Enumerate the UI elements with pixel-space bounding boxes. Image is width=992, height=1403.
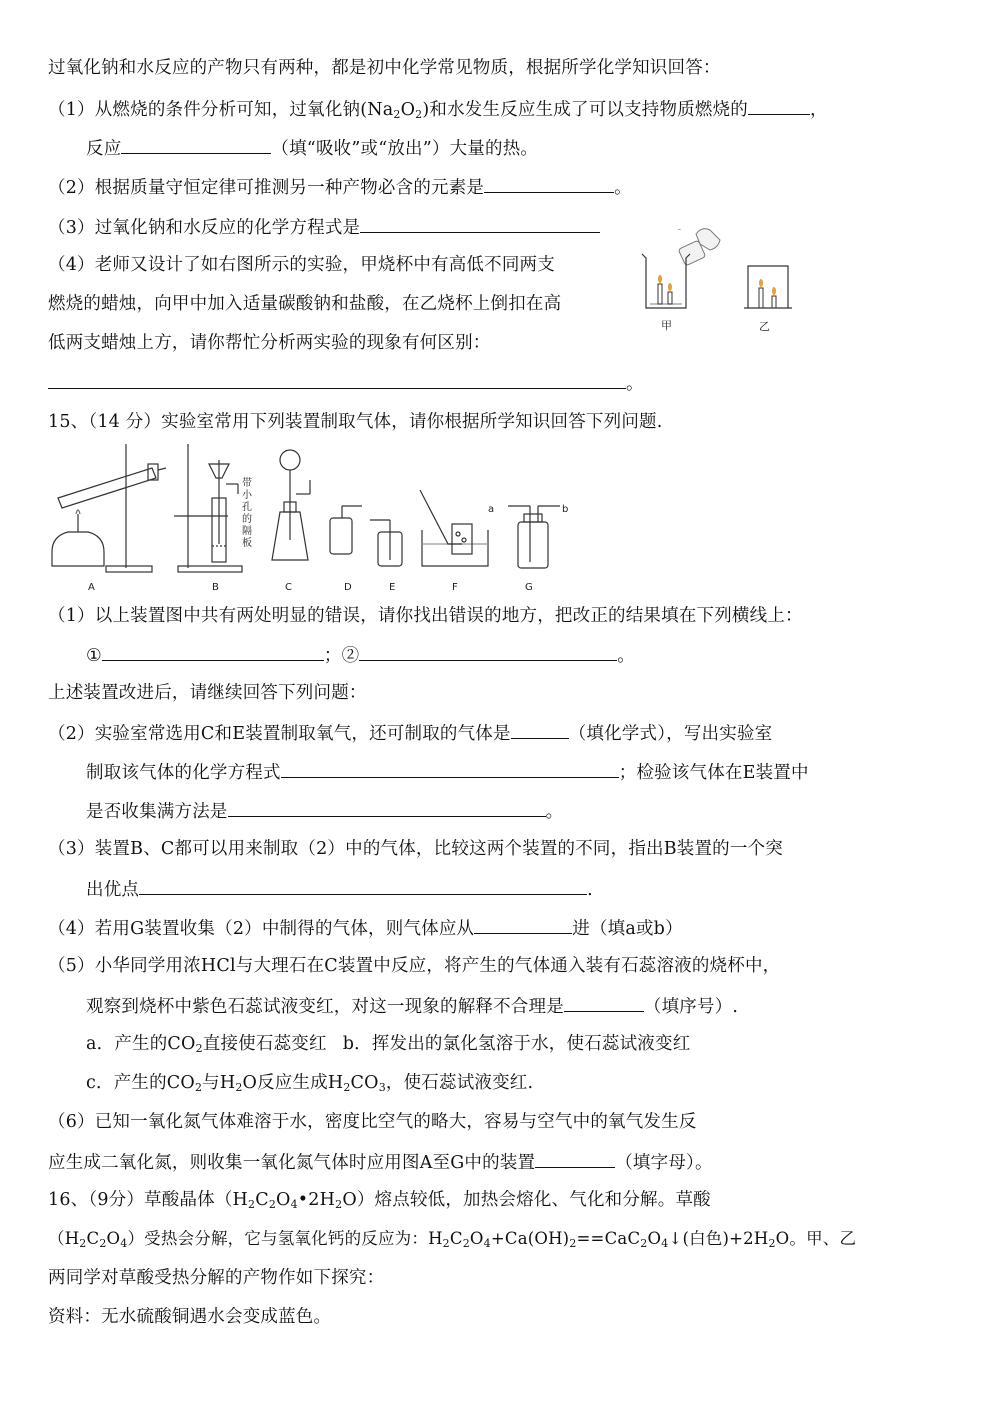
q15-p5b-text: 观察到烧杯中紫色石蕊试液变红，对这一现象的解释不合理是 xyxy=(86,997,564,1017)
q15-part6-line2 xyxy=(48,1149,713,1175)
sub-2: 2 xyxy=(768,1237,776,1250)
q16-line4: 资料：无水硫酸铜遇水会变成蓝色。 xyxy=(48,1307,332,1327)
q15-p6-blank[interactable] xyxy=(535,1149,615,1168)
label-apparatus-g: G xyxy=(525,582,533,593)
sub-2: 2 xyxy=(462,1237,470,1250)
q15-p2a-post: （填化学式），写出实验室 xyxy=(568,724,773,744)
q16-l2f: O xyxy=(469,1229,484,1248)
q15-p2a-text: （2）实验室常选用C和E装置制取氧气，还可制取的气体是 xyxy=(48,724,511,744)
label-apparatus-e: E xyxy=(389,582,396,593)
q16-l2j: ↓(白色)+2H xyxy=(668,1229,769,1248)
sub-2: 2 xyxy=(343,1081,351,1094)
q16-line2 xyxy=(48,1227,856,1251)
q16-l1b: C xyxy=(255,1190,269,1210)
q15-p4-text: （4）若用G装置收集（2）中制得的气体，则气体应从 xyxy=(48,919,475,939)
q16-l1e: O）熔点较低，加热会熔化、气化和分解。草酸 xyxy=(342,1190,711,1210)
q15-part6-line1: （6）已知一氧化氮气体难溶于水，密度比空气的略大，容易与空气中的氧气发生反 xyxy=(48,1112,697,1132)
q15-p1-blank1[interactable] xyxy=(102,642,324,661)
q16-l2i: O xyxy=(647,1229,662,1248)
q14-p1-end: ， xyxy=(810,100,828,120)
q15-option-a-post: 直接使石蕊变红 xyxy=(202,1034,327,1054)
q16-l2b: C xyxy=(86,1229,100,1248)
q14-p3-blank[interactable] xyxy=(360,214,600,233)
q14-part3 xyxy=(48,214,600,240)
q14-part4-line2: 燃烧的蜡烛，向甲中加入适量碳酸钠和盐酸，在乙烧杯上倒扣在高 xyxy=(48,294,562,314)
sub-2: 2 xyxy=(268,1198,277,1211)
q15-title: 15、（14 分）实验室常用下列装置制取气体，请你根据所学知识回答下列问题. xyxy=(48,412,663,432)
label-apparatus-a: A xyxy=(88,582,95,593)
label-tube-b: b xyxy=(562,504,569,515)
sub-4: 4 xyxy=(661,1237,669,1250)
q15-p6b-post: （填字母）。 xyxy=(615,1153,713,1173)
flame-icon xyxy=(668,283,672,291)
circle-one-marker: ① xyxy=(86,646,102,666)
q14-p1-blank2[interactable] xyxy=(121,135,271,154)
sub-2: 2 xyxy=(99,1237,107,1250)
label-apparatus-f: F xyxy=(452,582,458,593)
q15-p4-post: 进（填a或b） xyxy=(572,919,683,939)
label-yi: 乙 xyxy=(759,320,770,333)
sub-3: 3 xyxy=(378,1081,386,1094)
flame-icon xyxy=(759,279,763,287)
q15-after-line: 上述装置改进后，请继续回答下列问题： xyxy=(48,683,367,703)
q16-l2k: O。甲、乙 xyxy=(775,1229,857,1248)
apparatus-f xyxy=(420,490,488,566)
q15-p2c-text: 是否收集满方法是 xyxy=(86,802,228,822)
sub-2: 2 xyxy=(195,1042,203,1055)
apparatus-e xyxy=(370,520,402,566)
q16-l1c: O xyxy=(276,1190,291,1210)
apparatus-b xyxy=(174,444,242,572)
sub-2: 2 xyxy=(235,1081,243,1094)
q14-p1-blank1[interactable] xyxy=(748,96,810,115)
q15-part2-line2 xyxy=(86,759,809,785)
q15-part5-line2 xyxy=(86,993,738,1019)
q16-l2d: ）受热会分解，它与氢氧化钙的反应为：H xyxy=(127,1229,443,1248)
sub-2: 2 xyxy=(569,1237,577,1250)
q15-p3b-end: . xyxy=(587,880,593,900)
q15-part1-answers xyxy=(86,642,635,668)
q15-p3-blank[interactable] xyxy=(139,876,587,895)
q15-part1: （1）以上装置图中共有两处明显的错误，请你找出错误的地方，把改正的结果填在下列横线上： xyxy=(48,606,803,626)
q15-p2b-text: 制取该气体的化学方程式 xyxy=(86,763,281,783)
q15-p2b-post: ；检验该气体在E装置中 xyxy=(618,763,809,783)
q15-part5-line1: （5）小华同学用浓HCl与大理石在C装置中反应，将产生的气体通入装有石蕊溶液的烧杯中， xyxy=(48,956,781,976)
sub-2: 2 xyxy=(640,1237,648,1250)
q14-part2 xyxy=(48,174,632,200)
q14-p1c-post: （填“吸收”或“放出”）大量的热。 xyxy=(271,139,539,159)
q15-p5b-post: （填序号）. xyxy=(643,997,739,1017)
q15-part3-line2 xyxy=(86,876,593,902)
q16-l1d: •2H xyxy=(297,1190,336,1210)
sub-2: 2 xyxy=(248,1198,256,1211)
q15-option-c-d: CO xyxy=(350,1073,379,1093)
label-apparatus-b: B xyxy=(212,582,219,593)
q15-option-a-pre: a．产生的CO xyxy=(86,1034,196,1054)
q14-part4-line1: （4）老师又设计了如右图所示的实验，甲烧杯中有高低不同两支 xyxy=(48,255,555,275)
sub-2: 2 xyxy=(442,1237,450,1250)
q15-p2-blank1[interactable] xyxy=(511,720,569,739)
flame-icon xyxy=(772,287,776,295)
label-tube-a: a xyxy=(488,504,495,515)
pouring-bottle-icon xyxy=(678,229,720,266)
beaker-jia xyxy=(642,254,690,308)
q14-part1-line2 xyxy=(86,135,538,161)
q15-p2-blank2[interactable] xyxy=(281,759,619,778)
apparatus-c xyxy=(272,450,310,560)
q15-p2c-end: 。 xyxy=(545,802,564,822)
q15-part5-option-ab xyxy=(86,1032,690,1056)
q14-p1-sub2: 2 xyxy=(415,108,423,121)
q14-p4-end: 。 xyxy=(626,374,644,394)
q16-l2c: O xyxy=(106,1229,121,1248)
q14-part4-line3: 低两支蜡烛上方，请你帮忙分析两实验的现象有何区别： xyxy=(48,333,491,353)
q14-p1c-pre: 反应 xyxy=(86,139,122,159)
q15-p1-blank2[interactable] xyxy=(359,642,617,661)
q14-part4-answer xyxy=(48,370,644,396)
q15-p1-sep: ；② xyxy=(323,646,360,666)
q15-p6b-text: 应生成二氧化氮，则收集一氧化氮气体时应用图A至G中的装置 xyxy=(48,1153,536,1173)
q16-l2e: C xyxy=(449,1229,463,1248)
q15-part2-line3 xyxy=(86,798,563,824)
q14-p2-blank[interactable] xyxy=(484,174,614,193)
q16-l2g: +Ca(OH) xyxy=(490,1229,570,1248)
q16-l2a: （H xyxy=(48,1229,80,1248)
label-jia: 甲 xyxy=(661,319,672,332)
apparatus-g xyxy=(508,506,560,568)
apparatus-a xyxy=(52,444,166,572)
flame-icon xyxy=(658,275,662,283)
q15-option-c-e: ，使石蕊试液变红. xyxy=(385,1073,534,1093)
q15-option-b: b．挥发出的氯化氢溶于水，使石蕊试液变红 xyxy=(342,1034,691,1054)
q15-p1-end: 。 xyxy=(617,646,635,666)
q15-option-c-a: c．产生的CO xyxy=(86,1073,195,1093)
q14-p1-sub1: 2 xyxy=(393,108,401,121)
q15-part4 xyxy=(48,915,683,941)
q14-p2-end: 。 xyxy=(614,178,632,198)
q15-option-c-c: O反应生成H xyxy=(242,1073,344,1093)
sub-2: 2 xyxy=(194,1081,203,1094)
q14-p4-blank[interactable] xyxy=(48,370,626,389)
q16-line1 xyxy=(48,1188,711,1212)
q14-p1-text-a: （1）从燃烧的条件分析可知，过氧化钠(Na xyxy=(48,100,394,120)
q15-option-c-b: 与H xyxy=(202,1073,236,1093)
label-plate-with-holes: 带小孔的隔板 xyxy=(242,478,252,549)
q14-p3-text: （3）过氧化钠和水反应的化学方程式是 xyxy=(48,218,361,238)
q15-p5-blank[interactable] xyxy=(564,993,644,1012)
sub-4: 4 xyxy=(483,1237,491,1250)
q14-p1-text-b: )和水发生反应生成了可以支持物质燃烧的 xyxy=(422,100,749,120)
q14-part1-line1 xyxy=(48,96,828,122)
apparatus-figure xyxy=(48,440,608,590)
q15-part3-line1: （3）装置B、C都可以用来制取（2）中的气体，比较这两个装置的不同，指出B装置的一个突 xyxy=(48,839,783,859)
q14-p2-text: （2）根据质量守恒定律可推测另一种产物必含的元素是 xyxy=(48,178,485,198)
q15-p4-blank[interactable] xyxy=(474,915,572,934)
sub-4: 4 xyxy=(290,1198,298,1211)
beaker-yi xyxy=(744,266,792,308)
q16-l2h: ==CaC xyxy=(576,1229,641,1248)
q15-part2-line1 xyxy=(48,720,772,746)
label-apparatus-c: C xyxy=(285,582,292,593)
sub-4: 4 xyxy=(120,1237,128,1250)
q15-p3b-text: 出优点 xyxy=(86,880,140,900)
q15-part5-option-c xyxy=(86,1071,533,1095)
intro-line: 过氧化钠和水反应的产物只有两种，都是初中化学常见物质，根据所学化学知识回答： xyxy=(48,58,721,78)
label-apparatus-d: D xyxy=(344,582,352,593)
q15-p2-blank3[interactable] xyxy=(228,798,546,817)
sub-2: 2 xyxy=(79,1237,87,1250)
q14-p1-mid: O xyxy=(400,100,416,120)
svg-text:-: - xyxy=(678,225,682,235)
q16-line3: 两同学对草酸受热分解的产物作如下探究： xyxy=(48,1268,385,1288)
beaker-experiment-figure xyxy=(636,212,806,332)
q16-l1a: 16、（9分）草酸晶体（H xyxy=(48,1190,249,1210)
apparatus-d xyxy=(330,506,362,554)
sub-2: 2 xyxy=(335,1198,343,1211)
